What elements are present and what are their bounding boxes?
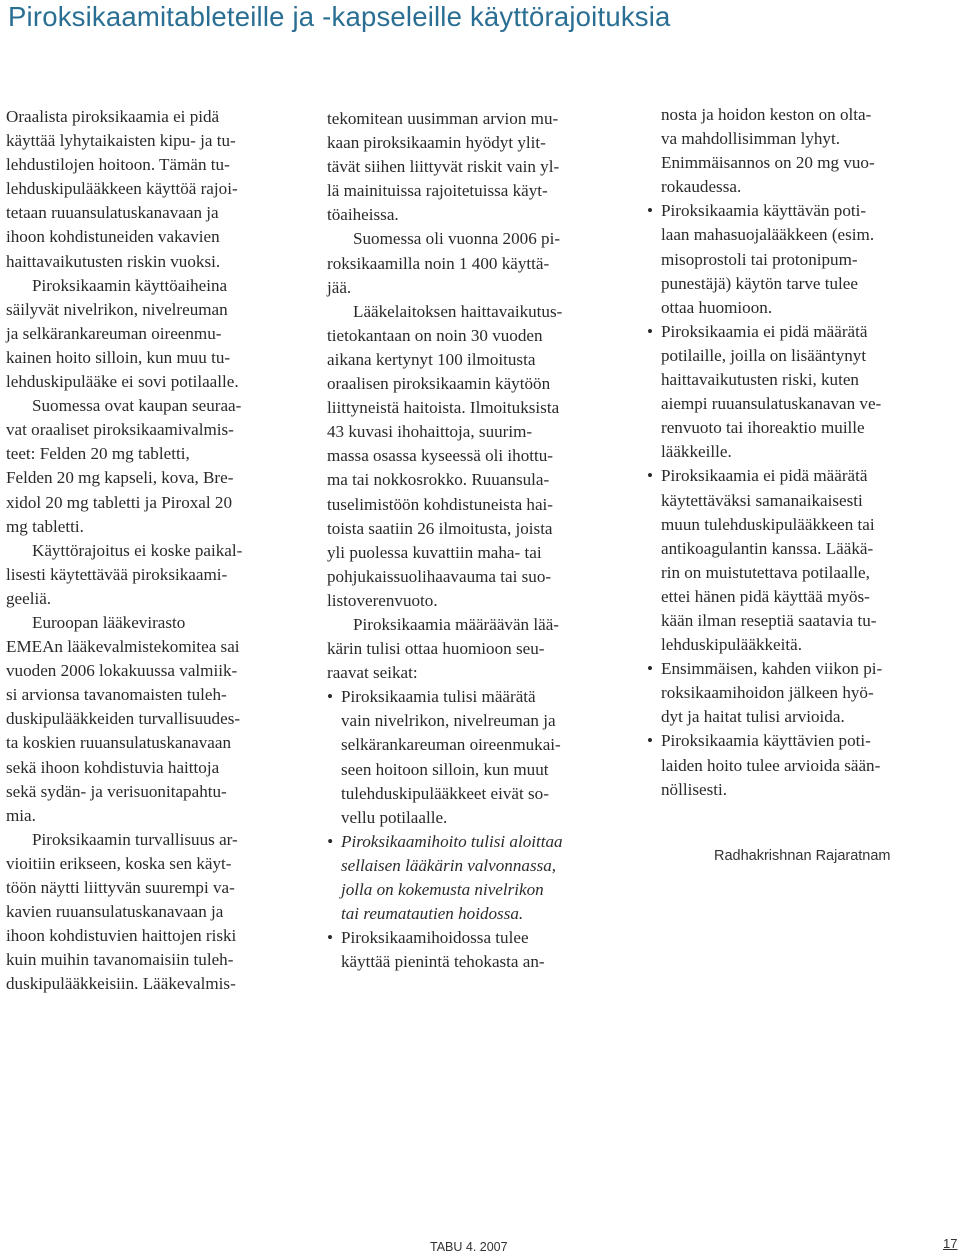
paragraph-line [647, 561, 947, 585]
paragraph-line [327, 444, 617, 468]
paragraph-line [6, 515, 296, 539]
paragraph-line [647, 296, 947, 320]
bullet-icon: • [327, 831, 333, 851]
line-text: lehduskipulääkkeen käyttöä rajoi- [6, 179, 238, 199]
paragraph-line [6, 659, 296, 683]
line-text: Euroopan lääkevirasto [32, 612, 186, 632]
text-column-3 [647, 103, 947, 802]
line-text: potilaille, joilla on lisääntynyt [661, 345, 867, 365]
paragraph-line [647, 248, 947, 272]
line-text: tulehduskipulääkkeet eivät so- [341, 783, 549, 803]
line-text: aikana kertynyt 100 ilmoitusta [327, 349, 536, 369]
line-text: Piroksikaamia ei pidä määrätä [661, 321, 868, 341]
bullet-item-line [327, 830, 617, 854]
bullet-item-line [327, 926, 617, 950]
line-text: geeliä. [6, 588, 52, 608]
line-text: Piroksikaamia käyttävän poti- [661, 201, 867, 221]
line-text: tetaan ruuansulatuskanavaan ja [6, 203, 219, 223]
line-text: töön näytti liittyvän suurempi va- [6, 878, 235, 897]
line-text: raavat seikat: [327, 663, 418, 683]
paragraph-line [647, 440, 947, 464]
line-text: rokaudessa. [661, 177, 742, 197]
paragraph-line [6, 177, 296, 201]
line-text: laan mahasuojalääkkeen (esim. [661, 225, 875, 245]
line-text: Enimmäisannos on 20 mg vuo- [661, 153, 875, 173]
line-text: lä mainituissa rajoitetuissa käyt- [327, 181, 548, 201]
paragraph-line [6, 539, 296, 563]
paragraph-line [647, 344, 947, 368]
line-text: duskipulääkkeiden turvallisuudes- [6, 709, 241, 729]
paragraph-line [6, 394, 296, 418]
line-text: käyttää pienintä tehokasta an- [341, 952, 545, 972]
line-text: haittavaikutusten riskin vuoksi. [6, 251, 221, 271]
line-text: kainen hoito silloin, kun muu tu- [6, 347, 231, 367]
line-text: xidol 20 mg tabletti ja Piroxal 20 [6, 492, 232, 512]
line-text: oraalisen piroksikaamin käytöön [327, 374, 551, 394]
line-text: haittavaikutusten riski, kuten [661, 370, 859, 390]
line-text: mg tabletti. [6, 516, 84, 536]
paragraph-line [647, 272, 947, 296]
paragraph-line [6, 298, 296, 322]
line-text: seen hoitoon silloin, kun muut [341, 759, 549, 779]
paragraph-line [6, 322, 296, 346]
paragraph-line [327, 179, 617, 203]
paragraph-line [6, 418, 296, 442]
paragraph-line [327, 396, 617, 420]
line-text: roksikaamihoidon jälkeen hyö- [661, 683, 874, 703]
paragraph-line [327, 517, 617, 541]
paragraph-line [327, 493, 617, 517]
paragraph-line [6, 804, 296, 828]
paragraph-line [6, 948, 296, 972]
paragraph-line [6, 491, 296, 515]
paragraph-line [6, 346, 296, 370]
line-text: kavien ruuansulatuskanavaan ja [6, 902, 224, 922]
line-text: jolla on kokemusta nivelrikon [341, 880, 544, 899]
bullet-item-line [647, 199, 947, 223]
paragraph-line [327, 420, 617, 444]
line-text: lääkkeille. [661, 442, 732, 462]
line-text: vat oraaliset piroksikaamivalmis- [6, 420, 234, 440]
paragraph-line [327, 661, 617, 685]
line-text: lehduskipulääkkeitä. [661, 635, 802, 655]
line-text: nöllisesti. [661, 779, 728, 799]
line-text: sellaisen lääkärin valvonnassa, [341, 855, 557, 875]
line-text: muun tulehduskipulääkkeen tai [661, 514, 875, 534]
paragraph-line [647, 151, 947, 175]
paragraph-line [647, 705, 947, 729]
paragraph-line [6, 105, 296, 129]
line-text: yli puolessa kuvattiin maha- tai [327, 542, 542, 562]
paragraph-line [327, 324, 617, 348]
author-signature: Radhakrishnan Rajaratnam [714, 848, 891, 864]
text-column-2 [327, 107, 617, 974]
line-text: renvuoto tai ihoreaktio muille [661, 418, 865, 438]
paragraph-line [647, 489, 947, 513]
line-text: Piroksikaamia tulisi määrätä [341, 687, 536, 707]
paragraph-line [327, 589, 617, 613]
line-text: Käyttörajoitus ei koske paikal- [32, 540, 243, 560]
line-text: lehdustilojen hoitoon. Tämän tu- [6, 155, 230, 175]
paragraph-line [6, 924, 296, 948]
paragraph-line [647, 681, 947, 705]
line-text: tietokantaan on noin 30 vuoden [327, 325, 543, 345]
paragraph-line [6, 129, 296, 153]
line-text: kään ilman reseptiä saatavia tu- [661, 610, 877, 630]
bullet-item-line [327, 685, 617, 709]
paragraph-line [647, 103, 947, 127]
line-text: säilyvät nivelrikon, nivelreuman [6, 299, 228, 319]
paragraph-line [6, 900, 296, 924]
bullet-icon: • [647, 321, 653, 341]
paragraph-line [647, 778, 947, 802]
line-text: ihoon kohdistuneiden vakavien [6, 227, 220, 247]
line-text: ta koskien ruuansulatuskanavaan [6, 733, 231, 753]
line-text: vellu potilaalle. [341, 807, 448, 827]
paragraph-line [6, 852, 296, 876]
paragraph-line [327, 782, 617, 806]
paragraph-line [647, 754, 947, 778]
paragraph-line [327, 203, 617, 227]
paragraph-line [6, 780, 296, 804]
article-title: Piroksikaamitableteille ja -kapseleille käyttörajoituksia [8, 1, 671, 32]
line-text: ettei hänen pidä käyttää myös- [661, 586, 870, 606]
line-text: Suomessa oli vuonna 2006 pi- [353, 229, 561, 249]
line-text: aiempi ruuansulatuskanavan ve- [661, 394, 882, 414]
line-text: Piroksikaamihoidossa tulee [341, 928, 529, 948]
paragraph-line [327, 276, 617, 300]
line-text: Oraalista piroksikaamia ei pidä [6, 107, 220, 126]
bullet-icon: • [327, 687, 333, 707]
line-text: Lääkelaitoksen haittavaikutus- [353, 301, 563, 321]
line-text: si arvionsa tavanomaisten tuleh- [6, 685, 227, 705]
paragraph-line [6, 972, 296, 996]
line-text: vioitiin erikseen, koska sen käyt- [6, 853, 232, 873]
paragraph-line [327, 348, 617, 372]
bullet-item-line [647, 729, 947, 753]
paragraph-line [327, 300, 617, 324]
line-text: rin on muistutettava potilaalle, [661, 562, 870, 582]
footer-magazine-issue: TABU 4. 2007 [430, 1240, 508, 1254]
line-text: toista saatiin 26 ilmoitusta, joista [327, 518, 553, 538]
line-text: duskipulääkkeisiin. Lääkevalmis- [6, 974, 236, 994]
paragraph-line [327, 372, 617, 396]
line-text: teet: Felden 20 mg tabletti, [6, 444, 190, 464]
line-text: listoverenvuoto. [327, 590, 438, 610]
paragraph-line [327, 155, 617, 179]
line-text: roksikaamilla noin 1 400 käyttä- [327, 253, 550, 273]
paragraph-line [327, 541, 617, 565]
line-text: pohjukaissuolihaavauma tai suo- [327, 566, 552, 586]
paragraph-line [327, 806, 617, 830]
bullet-icon: • [647, 201, 653, 221]
line-text: tuselimistöön kohdistuneista hai- [327, 494, 553, 514]
paragraph-line [6, 756, 296, 780]
paragraph-line [647, 537, 947, 561]
line-text: kaan piroksikaamin hyödyt ylit- [327, 133, 546, 153]
footer-page-number: 17 [943, 1236, 958, 1251]
line-text: tävät siihen liittyvät riskit vain yl- [327, 157, 560, 177]
line-text: massa osassa kyseessä oli ihottu- [327, 446, 553, 466]
paragraph-line [6, 225, 296, 249]
paragraph-line [327, 565, 617, 589]
line-text: liittyneistä haitoista. Ilmoituksista [327, 398, 560, 418]
paragraph-line [6, 466, 296, 490]
text-column-1 [6, 105, 296, 996]
paragraph-line [327, 637, 617, 661]
line-text: antikoagulantin kanssa. Lääkä- [661, 538, 874, 558]
paragraph-line [327, 613, 617, 637]
paragraph-line [647, 127, 947, 151]
line-text: lehduskipulääke ei sovi potilaalle. [6, 372, 239, 392]
line-text: ja selkärankareuman oireenmu- [6, 323, 222, 343]
bullet-icon: • [647, 466, 653, 486]
bullet-icon: • [327, 928, 333, 948]
bullet-item-line [647, 320, 947, 344]
line-text: vuoden 2006 lokakuussa valmiik- [6, 661, 238, 681]
paragraph-line [6, 635, 296, 659]
line-text: Piroksikaamia käyttävien poti- [661, 731, 871, 751]
paragraph-line [6, 587, 296, 611]
paragraph-line [6, 370, 296, 394]
paragraph-line [327, 709, 617, 733]
line-text: Suomessa ovat kaupan seuraa- [32, 396, 242, 416]
paragraph-line [6, 563, 296, 587]
paragraph-line [327, 131, 617, 155]
paragraph-line [647, 609, 947, 633]
paragraph-line [647, 585, 947, 609]
line-text: dyt ja haitat tulisi arvioida. [661, 707, 845, 727]
line-text: punestäjä) käytön tarve tulee [661, 273, 858, 293]
paragraph-line [6, 201, 296, 225]
line-text: Piroksikaamihoito tulisi aloittaa [341, 831, 563, 851]
line-text: 43 kuvasi ihohaittoja, suurim- [327, 422, 533, 442]
paragraph-line [327, 252, 617, 276]
line-text: Felden 20 mg kapseli, kova, Bre- [6, 468, 234, 488]
line-text: EMEAn lääkevalmistekomitea sai [6, 637, 240, 657]
paragraph-line [327, 854, 617, 878]
paragraph-line [6, 442, 296, 466]
paragraph-line [647, 223, 947, 247]
line-text: käytettäväksi samanaikaisesti [661, 490, 863, 510]
line-text: laiden hoito tulee arvioida sään- [661, 755, 881, 775]
line-text: tai reumatautien hoidossa. [341, 904, 524, 924]
paragraph-line [327, 878, 617, 902]
bullet-icon: • [647, 659, 653, 679]
line-text: kärin tulisi ottaa huomioon seu- [327, 639, 545, 659]
bullet-item-line [647, 657, 947, 681]
line-text: töaiheissa. [327, 205, 399, 225]
line-text: Piroksikaamin turvallisuus ar- [32, 829, 238, 849]
paragraph-line [647, 368, 947, 392]
paragraph-line [647, 513, 947, 537]
paragraph-line [327, 950, 617, 974]
line-text: Piroksikaamin käyttöaiheina [32, 275, 228, 295]
paragraph-line [6, 153, 296, 177]
line-text: ma tai nokkosrokko. Ruuansula- [327, 470, 550, 490]
line-text: ihoon kohdistuvien haittojen riski [6, 926, 237, 946]
line-text: kuin muihin tavanomaisiin tuleh- [6, 950, 234, 970]
line-text: vain nivelrikon, nivelreuman ja [341, 711, 556, 731]
paragraph-line [6, 683, 296, 707]
paragraph-line [6, 274, 296, 298]
line-text: sekä sydän- ja verisuonitapahtu- [6, 781, 227, 801]
line-text: Piroksikaamia määräävän lää- [353, 614, 559, 634]
line-text: Piroksikaamia ei pidä määrätä [661, 466, 868, 486]
paragraph-line [327, 758, 617, 782]
paragraph-line [6, 611, 296, 635]
line-text: mia. [6, 805, 36, 825]
paragraph-line [647, 633, 947, 657]
line-text: nosta ja hoidon keston on olta- [661, 105, 872, 124]
line-text: misoprostoli tai protonipum- [661, 249, 858, 269]
bullet-icon: • [647, 731, 653, 751]
paragraph-line [327, 468, 617, 492]
line-text: jää. [327, 277, 352, 297]
paragraph-line [647, 416, 947, 440]
line-text: tekomitean uusimman arvion mu- [327, 109, 559, 128]
paragraph-line [327, 733, 617, 757]
paragraph-line [6, 876, 296, 900]
line-text: käyttää lyhytaikaisten kipu- ja tu- [6, 131, 236, 151]
paragraph-line [647, 175, 947, 199]
line-text: va mahdollisimman lyhyt. [661, 129, 840, 149]
paragraph-line [327, 902, 617, 926]
line-text: Ensimmäisen, kahden viikon pi- [661, 659, 883, 679]
paragraph-line [6, 731, 296, 755]
paragraph-line [6, 250, 296, 274]
paragraph-line [647, 392, 947, 416]
line-text: ottaa huomioon. [661, 297, 773, 317]
paragraph-line [327, 107, 617, 131]
line-text: lisesti käytettävää piroksikaami- [6, 564, 228, 584]
bullet-item-line [647, 464, 947, 488]
line-text: selkärankareuman oireenmukai- [341, 735, 561, 755]
paragraph-line [6, 707, 296, 731]
line-text: sekä ihoon kohdistuvia haittoja [6, 757, 220, 777]
paragraph-line [327, 227, 617, 251]
paragraph-line [6, 828, 296, 852]
